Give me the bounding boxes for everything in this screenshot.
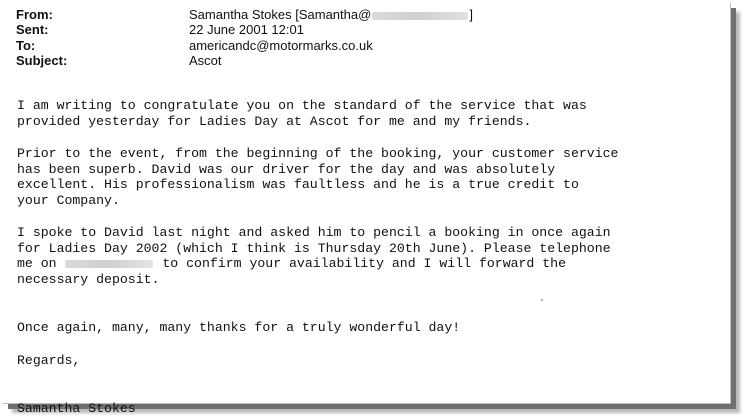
- body-line-start: me on: [17, 256, 65, 271]
- redacted-phone-number: [65, 260, 153, 268]
- body-line: for Ladies Day 2002 (which I think is Thursday 20th June). Please telephone: [17, 240, 611, 256]
- body-line: excellent. His professionalism was faultless and he is a true credit to: [17, 177, 579, 192]
- body-line: I spoke to David last night and asked him to pencil a booking in once again: [17, 225, 611, 240]
- from-name: Samantha Stokes [Samantha@: [189, 7, 372, 22]
- body-line: Prior to the event, from the beginning of the booking, your customer service: [17, 146, 619, 161]
- body-line: your Company.: [17, 192, 120, 208]
- subject-label: Subject:: [16, 53, 68, 68]
- body-line: has been superb. David was our driver for the day and was absolutely: [17, 161, 556, 177]
- signature: Samantha Stokes: [17, 401, 136, 416]
- paragraph-1: [17, 98, 618, 129]
- from-label: From:: [16, 7, 53, 22]
- from-bracket: ]: [469, 7, 473, 22]
- closing: Regards,: [17, 352, 81, 368]
- from-value: [189, 7, 473, 22]
- redacted-email-domain: [372, 12, 468, 20]
- body-line-end: to confirm your availability and I will forward the: [154, 256, 567, 271]
- body-line: necessary deposit.: [17, 271, 160, 287]
- paragraph-4: Once again, many, many thanks for a truly wonderful day!: [17, 320, 461, 335]
- sent-value: 22 June 2001 12:01: [189, 22, 304, 37]
- to-label: To:: [16, 38, 36, 53]
- body-line: I am writing to congratulate you on the standard of the service that was: [17, 98, 587, 113]
- sent-label: Sent:: [16, 22, 49, 37]
- scan-speck: [541, 299, 543, 301]
- paragraph-2: [17, 146, 618, 208]
- to-value: americandc@motormarks.co.uk: [189, 38, 373, 53]
- email-printout: [3, 3, 731, 416]
- body-line: provided yesterday for Ladies Day at Ascot for me and my friends.: [17, 113, 532, 129]
- email-body: [17, 98, 618, 417]
- subject-value: Ascot: [189, 53, 222, 68]
- paragraph-3: [17, 225, 618, 287]
- body-line: [17, 256, 618, 272]
